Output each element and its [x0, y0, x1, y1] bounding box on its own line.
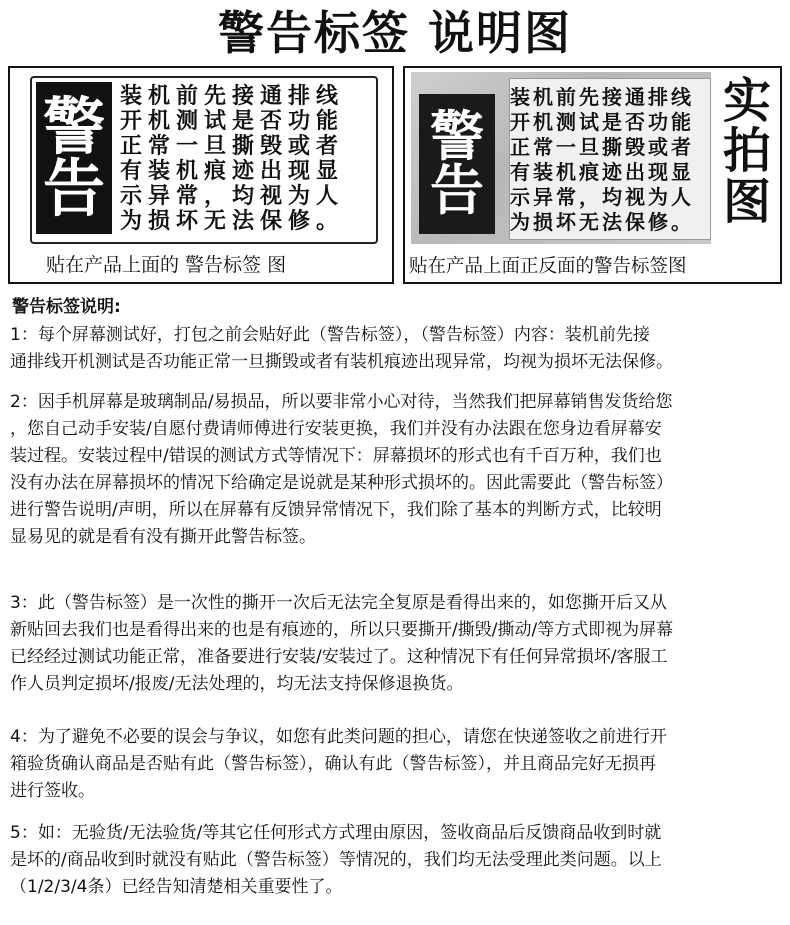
real-photo-char-3: 图: [722, 173, 771, 230]
photo-label-text-area: [509, 78, 711, 240]
photo-label-line: 装机前先接通排线: [510, 85, 694, 109]
label-line: 装机前先接通排线: [120, 84, 345, 109]
photo-label-line: 为损坏无法保修。: [510, 210, 694, 234]
photo-warning-char-2: 告: [430, 159, 484, 222]
warning-char-2: 告: [42, 152, 105, 225]
paragraph-line: 5：如：无验货/无法验货/等其它任何形式方式理由原因，签收商品后反馈商品收到时就: [10, 823, 662, 843]
photo-label-line: 有装机痕迹出现显: [510, 160, 694, 184]
left-caption: 贴在产品上面的 警告标签 图: [46, 254, 287, 276]
photo-label-text: [510, 85, 694, 235]
paragraph-line: 通排线开机测试是否功能正常一旦撕毁或者有装机痕迹出现异常，均视为损坏无法保修。: [10, 352, 673, 372]
warning-label-text: [120, 84, 344, 234]
paragraph-line: 箱验货确认商品是否贴有此（警告标签），确认有此（警告标签），并且商品完好无损再: [10, 754, 656, 774]
label-illustration-panel: [8, 66, 394, 284]
photo-warning-char-1: 警: [430, 105, 484, 168]
real-photo-tag: [719, 73, 775, 230]
real-photo-char-2: 拍: [722, 123, 771, 180]
paragraph-line: 4：为了避免不必要的误会与争议，如您有此类问题的担心，请您在快递签收之前进行开: [10, 727, 667, 747]
label-line: 开机测试是否功能: [120, 109, 345, 134]
paragraph-line: 新贴回去我们也是看得出来的也是有痕迹的，所以只要撕开/撕毁/撕动/等方式即视为屏幕: [10, 620, 674, 640]
page-title: 警告标签 说明图: [217, 6, 572, 60]
paragraph-line: 作人员判定损坏/报废/无法处理的，均无法支持保修退换货。: [10, 674, 464, 694]
label-line: 为损坏无法保修。: [120, 209, 345, 234]
right-caption: 贴在产品上面正反面的警告标签图: [409, 256, 687, 277]
real-photo-panel: [403, 66, 782, 284]
paragraph-line: 显易见的就是看有没有撕开此警告标签。: [10, 527, 316, 547]
paragraph-line: 已经经过测试功能正常，准备要进行安装/安装过了。这种情况下有任何异常损坏/客服工: [10, 647, 668, 667]
paragraph-4: [10, 724, 785, 805]
warning-char-1: 警: [42, 90, 105, 163]
label-photo: [411, 72, 711, 244]
paragraph-line: 是坏的/商品收到时就没有贴此（警告标签）等情况的，我们均无法受理此类问题。以上: [10, 850, 662, 870]
paragraph-line: ，您自己动手安装/自愿付费请师傅进行安装更换，我们并没有办法跟在您身边看屏幕安: [10, 419, 662, 439]
paragraph-line: 1：每个屏幕测试好，打包之前会贴好此（警告标签），（警告标签）内容：装机前先接: [10, 325, 650, 345]
paragraph-line: 进行警告说明/声明，所以在屏幕有反馈异常情况下，我们除了基本的判断方式，比较明: [10, 500, 662, 520]
photo-warning-word-block: [419, 94, 495, 234]
label-line: 示异常，均视为人: [120, 184, 345, 209]
paragraph-3: [10, 590, 785, 698]
label-line: 正常一旦撕毁或者: [120, 134, 345, 159]
paragraph-line: 2：因手机屏幕是玻璃制品/易损品，所以要非常小心对待，当然我们把屏幕销售发货给您: [10, 392, 673, 412]
paragraph-1: [10, 322, 785, 376]
paragraph-line: 进行签收。: [10, 781, 95, 801]
paragraph-5: [10, 820, 785, 901]
paragraph-line: （1/2/3/4条）已经告知清楚相关重要性了。: [10, 877, 343, 897]
photo-label-line: 正常一旦撕毁或者: [510, 135, 694, 159]
real-photo-char-1: 实: [722, 73, 771, 129]
paragraph-2: [10, 389, 785, 551]
label-line: 有装机痕迹出现显: [120, 159, 345, 184]
photo-label-line: 示异常，均视为人: [510, 185, 694, 209]
photo-label-line: 开机测试是否功能: [510, 110, 694, 134]
paragraph-line: 3：此（警告标签）是一次性的撕开一次后无法完全复原是看得出来的，如您撕开后又从: [10, 593, 667, 613]
warning-word-block: [36, 82, 112, 234]
section-heading: 警告标签说明:: [12, 297, 121, 317]
paragraph-line: 没有办法在屏幕损坏的情况下给确定是说就是某种形式损坏的。因此需要此（警告标签）: [10, 473, 673, 493]
paragraph-line: 装过程。安装过程中/错误的测试方式等情况下：屏幕损坏的形式也有千百万种，我们也: [10, 446, 662, 466]
warning-label: [30, 76, 378, 244]
